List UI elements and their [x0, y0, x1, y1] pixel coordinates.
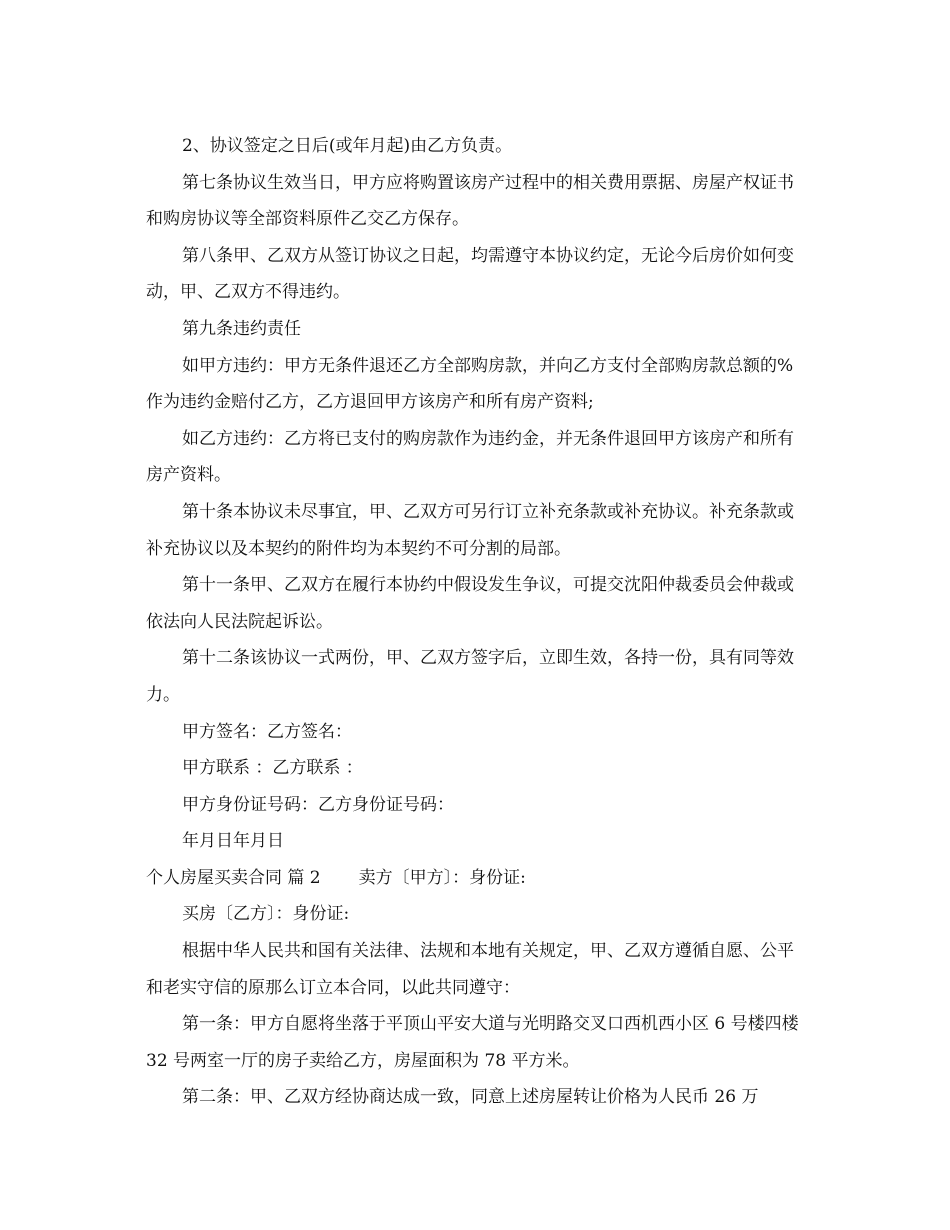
paragraph: 第十二条该协议一式两份，甲、乙双方签字后，立即生效，各持一份，具有同等效力。	[146, 648, 794, 705]
document-body	[146, 128, 801, 1116]
paragraph: 第九条违约责任	[182, 318, 301, 339]
paragraph: 如乙方违约：乙方将已支付的购房款作为违约金，并无条件退回甲方该房产和所有房产资料。	[146, 428, 794, 486]
buyer-line: 买房〔乙方〕：身份证:	[182, 904, 350, 925]
contract-heading-line	[146, 860, 801, 897]
paragraph: 第一条：甲方自愿将坐落于平顶山平安大道与光明路交叉口西机西小区 6 号楼四楼 32 号两室一厅的房子卖给乙方，房屋面积为 78 平方米。	[146, 1014, 799, 1071]
paragraph: 根据中华人民共和国有关法律、法规和本地有关规定，甲、乙双方遵循自愿、公平和老实守信的原那么订立本合同，以此共同遵守：	[146, 941, 794, 998]
paragraph: 第十条本协议未尽事宜，甲、乙双方可另行订立补充条款或补充协议。补充条款或补充协议以及本契约的附件均为本契约不可分割的局部。	[146, 501, 794, 559]
paragraph: 2、协议签定之日后(或年月起)由乙方负责。	[182, 136, 513, 156]
contract-title: 个人房屋买卖合同 篇 2	[146, 867, 321, 888]
paragraph: 如甲方违约：甲方无条件退还乙方全部购房款，并向乙方支付全部购房款总额的%作为违约金赔付乙方，乙方退回甲方该房产和所有房产资料;	[146, 355, 794, 413]
paragraph: 第八条甲、乙双方从签订协议之日起，均需遵守本协议约定，无论今后房价如何变动，甲、乙双方不得违约。	[146, 245, 794, 303]
id-number-line: 甲方身份证号码：乙方身份证号码：	[182, 794, 454, 815]
paragraph: 第二条：甲、乙双方经协商达成一致，同意上述房屋转让价格为人民币 26 万	[182, 1087, 759, 1108]
date-line: 年月日年月日	[182, 831, 284, 852]
signature-line: 甲方签名：乙方签名：	[182, 721, 352, 742]
seller-line: 卖方〔甲方〕：身份证:	[358, 867, 526, 888]
paragraph: 第七条协议生效当日，甲方应将购置该房产过程中的相关费用票据、房屋产权证书和购房协议等全部资料原件乙交乙方保存。	[146, 172, 794, 230]
contact-line: 甲方联系 ：乙方联系 ：	[182, 758, 363, 779]
paragraph: 第十一条甲、乙双方在履行本协约中假设发生争议，可提交沈阳仲裁委员会仲裁或依法向人民法院起诉讼。	[146, 575, 794, 632]
